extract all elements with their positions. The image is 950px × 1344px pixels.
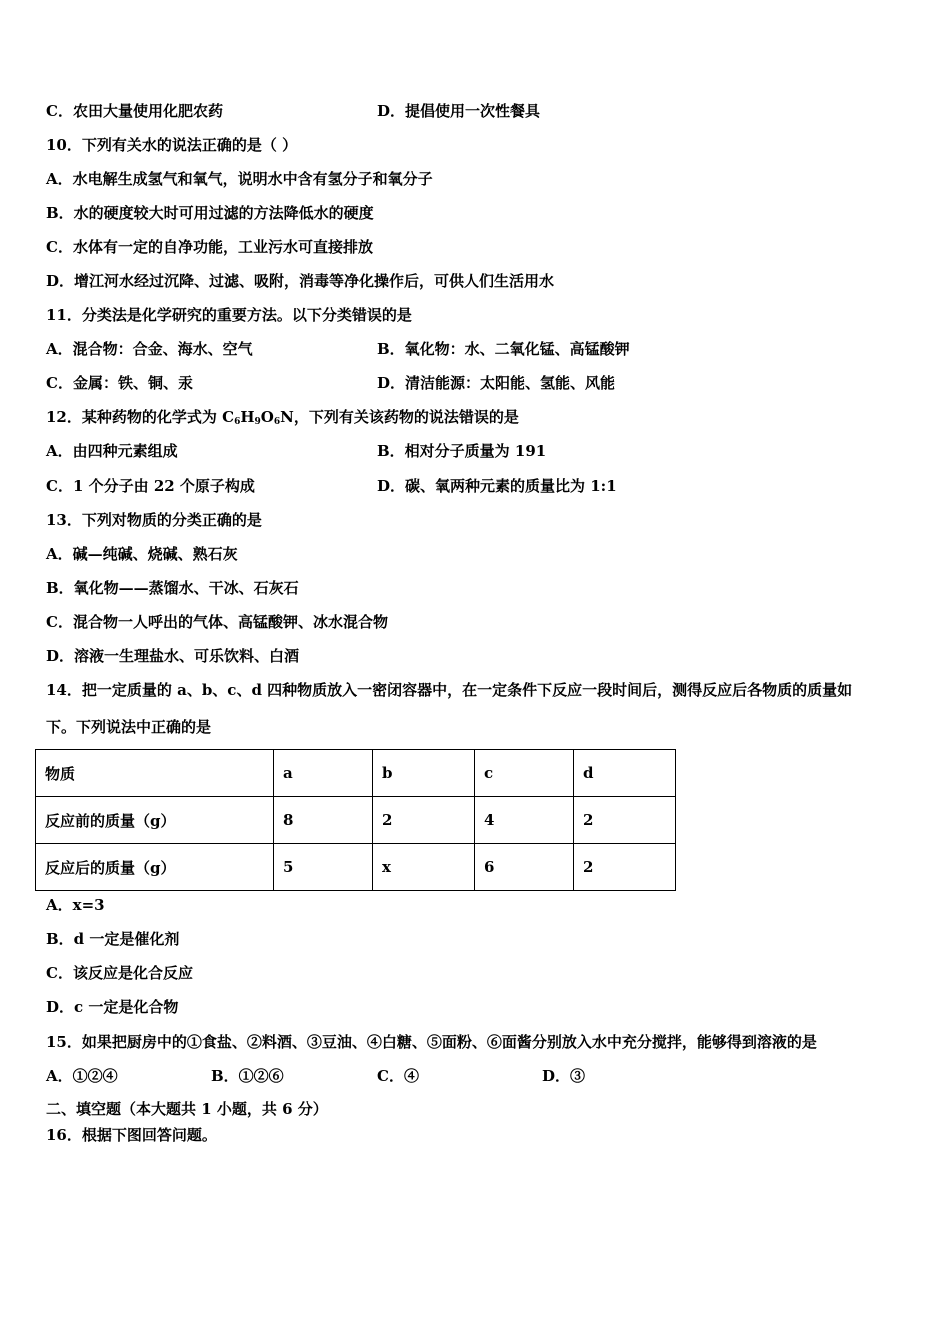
- q13-option-c: C．混合物一人呼出的气体、高锰酸钾、冰水混合物: [46, 613, 388, 631]
- q13-option-d: D．溶液一生理盐水、可乐饮料、白酒: [46, 647, 300, 665]
- q12-stem: [46, 407, 519, 427]
- q11-stem: 11．分类法是化学研究的重要方法。以下分类错误的是: [46, 306, 412, 324]
- q14-option-c: C．该反应是化合反应: [46, 964, 193, 982]
- table-cell: 2: [574, 797, 676, 844]
- chemical-formula: $C_6H_9O_6N$: [222, 408, 294, 427]
- table-cell: x: [373, 844, 475, 891]
- q12-option-b: B．相对分子质量为 191: [377, 442, 547, 460]
- table-cell: d: [574, 750, 676, 797]
- table-cell: c: [475, 750, 574, 797]
- q11-option-b: B．氧化物：水、二氧化锰、高锰酸钾: [377, 340, 630, 358]
- q13-option-b: B．氧化物——蒸馏水、干冰、石灰石: [46, 579, 299, 597]
- q15-option-a: A．①②④: [46, 1067, 118, 1085]
- q11-option-c: C．金属：铁、铜、汞: [46, 374, 193, 392]
- table-cell: 物质: [36, 750, 274, 797]
- q9-option-d: D．提倡使用一次性餐具: [377, 102, 541, 120]
- q14-option-b: B．d 一定是催化剂: [46, 930, 180, 948]
- table-cell: 8: [274, 797, 373, 844]
- q14-option-a: A．x=3: [46, 896, 105, 914]
- table-cell: 2: [574, 844, 676, 891]
- q10-option-a: A．水电解生成氢气和氧气，说明水中含有氢分子和氧分子: [46, 170, 433, 188]
- q10-option-c: C．水体有一定的自净功能，工业污水可直接排放: [46, 238, 373, 256]
- table-cell: 反应前的质量（g）: [36, 797, 274, 844]
- q15-option-b: B．①②⑥: [211, 1067, 284, 1085]
- q13-option-a: A．碱—纯碱、烧碱、熟石灰: [46, 545, 238, 563]
- table-cell: 6: [475, 844, 574, 891]
- table-cell: b: [373, 750, 475, 797]
- table-cell: 2: [373, 797, 475, 844]
- q16-stem: 16．根据下图回答问题。: [46, 1126, 217, 1144]
- table-cell: 5: [274, 844, 373, 891]
- mass-table: [35, 749, 676, 891]
- q10-option-d: D．增江河水经过沉降、过滤、吸附，消毒等净化操作后，可供人们生活用水: [46, 272, 555, 290]
- q14-stem-line2: 下。下列说法中正确的是: [46, 718, 212, 736]
- table-cell: a: [274, 750, 373, 797]
- q12-option-a: A．由四种元素组成: [46, 442, 178, 460]
- table-row: [36, 844, 676, 891]
- q12-option-c: C．1 个分子由 22 个原子构成: [46, 477, 255, 495]
- q13-stem: 13．下列对物质的分类正确的是: [46, 511, 262, 529]
- q15-option-c: C．④: [377, 1067, 419, 1085]
- section-title: 二、填空题（本大题共 1 小题，共 6 分）: [46, 1100, 328, 1118]
- q11-option-d: D．清洁能源：太阳能、氢能、风能: [377, 374, 616, 392]
- q10-stem: 10．下列有关水的说法正确的是（ ）: [46, 136, 298, 154]
- q12-stem-after: ，下列有关该药物的说法错误的是: [293, 408, 519, 426]
- table-header-row: [36, 750, 676, 797]
- q12-stem-before: 12．某种药物的化学式为: [46, 408, 223, 426]
- q10-option-b: B．水的硬度较大时可用过滤的方法降低水的硬度: [46, 204, 374, 222]
- table-cell: 4: [475, 797, 574, 844]
- q12-option-d: D．碳、氧两种元素的质量比为 1:1: [377, 477, 617, 495]
- table-row: [36, 797, 676, 844]
- q11-option-a: A．混合物：合金、海水、空气: [46, 340, 253, 358]
- q14-stem-line1: 14．把一定质量的 a、b、c、d 四种物质放入一密闭容器中，在一定条件下反应一段时间后，测得反应后各物质的质量如: [46, 681, 853, 699]
- q15-option-d: D．③: [542, 1067, 586, 1085]
- q9-option-c: C．农田大量使用化肥农药: [46, 102, 223, 120]
- q15-stem: 15．如果把厨房中的①食盐、②料酒、③豆油、④白糖、⑤面粉、⑥面酱分别放入水中充分搅拌，能够得到溶液的是: [46, 1033, 817, 1051]
- table-cell: 反应后的质量（g）: [36, 844, 274, 891]
- q14-option-d: D．c 一定是化合物: [46, 998, 179, 1016]
